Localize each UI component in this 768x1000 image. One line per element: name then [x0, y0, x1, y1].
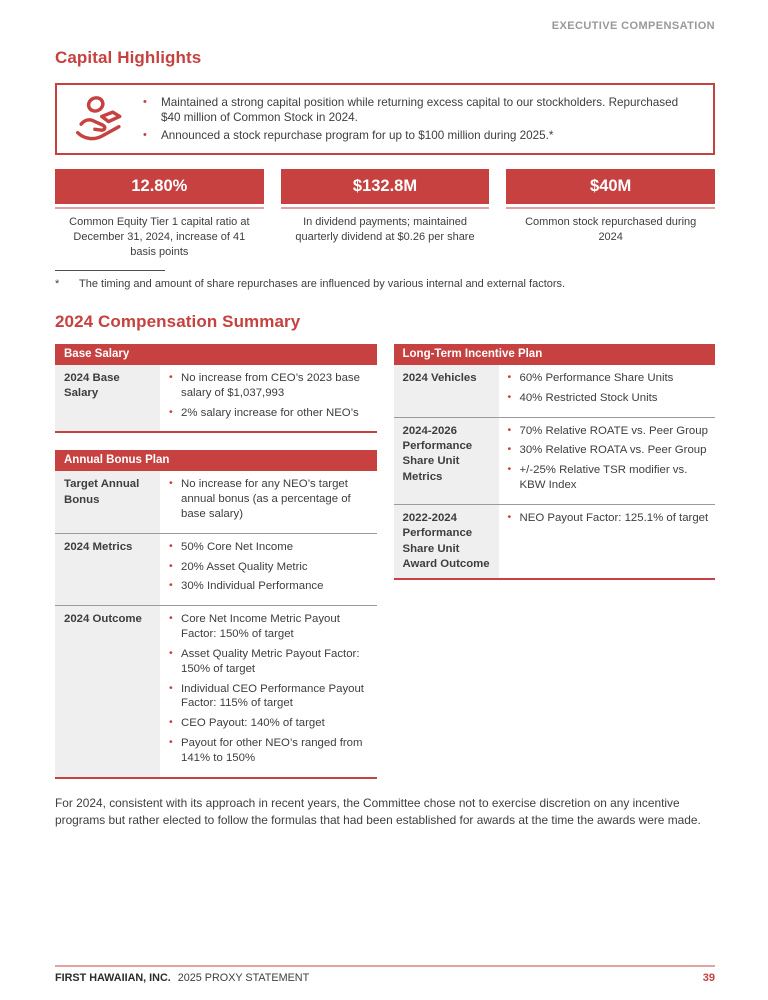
table-row	[394, 417, 716, 504]
row-bullets	[160, 471, 377, 532]
hand-holding-coin-icon	[69, 95, 131, 143]
stat-caption: Common Equity Tier 1 capital ratio at December 31, 2024, increase of 41 basis points	[69, 216, 250, 258]
stat-value: $40M	[506, 169, 715, 204]
row-bullets	[160, 365, 377, 431]
row-bullets	[160, 534, 377, 605]
footer-document: 2025 PROXY STATEMENT	[177, 972, 310, 984]
footer-source-line	[55, 972, 309, 984]
bullet-item: • 30% Relative ROATA vs. Peer Group	[507, 443, 712, 458]
stat-value: 12.80%	[55, 169, 264, 204]
bullet-item: • CEO Payout: 140% of target	[168, 716, 373, 731]
stat-card-dividends	[281, 169, 490, 260]
bullet-item: • No increase from CEO’s 2023 base salary of $1,037,993	[168, 371, 373, 401]
capital-stats-row	[55, 169, 715, 260]
table-row	[394, 504, 716, 579]
stat-underline	[506, 207, 715, 209]
stat-card-repurchase	[506, 169, 715, 260]
footnote-divider	[55, 270, 165, 271]
bullet-item: • Core Net Income Metric Payout Factor: 150% of target	[168, 612, 373, 642]
bullet-item: • Payout for other NEO’s ranged from 141% to 150%	[168, 736, 373, 766]
stat-card-cet1	[55, 169, 264, 260]
bullet-item: • 40% Restricted Stock Units	[507, 391, 712, 406]
stat-caption: In dividend payments; maintained quarterly dividend at $0.26 per share	[295, 216, 475, 244]
bullet-item: • +/-25% Relative TSR modifier vs. KBW Index	[507, 463, 712, 493]
stat-underline	[281, 207, 490, 209]
closing-paragraph: For 2024, consistent with its approach in recent years, the Committee chose not to exercise discretion on any incentive programs but rather elected to follow the formulas that had been established for awards at the time the awards were made.	[55, 795, 701, 827]
bullet-item: • 60% Performance Share Units	[507, 371, 712, 386]
bullet-item: • 30% Individual Performance	[168, 579, 373, 594]
page-footer	[55, 965, 715, 984]
summary-columns	[55, 344, 715, 779]
callout-bullet-list	[131, 93, 699, 145]
footnote	[55, 278, 715, 290]
bullet-item: • No increase for any NEO’s target annual bonus (as a percentage of base salary)	[168, 477, 373, 521]
row-label: 2024 Outcome	[55, 606, 160, 776]
table-row	[55, 471, 377, 532]
stat-caption: Common stock repurchased during 2024	[525, 216, 697, 244]
row-bullets	[499, 365, 716, 417]
compensation-summary-title: 2024 Compensation Summary	[55, 311, 301, 331]
footnote-text: The timing and amount of share repurchases are influenced by various internal and external factors.	[79, 277, 566, 290]
table-header: Annual Bonus Plan	[55, 450, 377, 471]
section-kicker: EXECUTIVE COMPENSATION	[551, 20, 715, 32]
summary-right-column	[394, 344, 716, 581]
table-row	[55, 533, 377, 605]
stat-value: $132.8M	[281, 169, 490, 204]
capital-highlights-title: Capital Highlights	[55, 48, 202, 67]
bullet-item: • 20% Asset Quality Metric	[168, 560, 373, 575]
callout-bullet: • Announced a stock repurchase program for up to $100 million during 2025.*	[131, 128, 699, 143]
row-label: 2024 Base Salary	[55, 365, 160, 431]
row-bullets	[160, 606, 377, 776]
row-bullets	[499, 418, 716, 504]
page-number: 39	[702, 972, 715, 984]
row-label: 2022-2024 Performance Share Unit Award Outcome	[394, 505, 499, 579]
table-long-term-incentive	[394, 344, 716, 581]
row-label: Target Annual Bonus	[55, 471, 160, 532]
table-header: Long-Term Incentive Plan	[394, 344, 716, 365]
footer-company: FIRST HAWAIIAN, INC.	[55, 972, 171, 984]
row-label: 2024-2026 Performance Share Unit Metrics	[394, 418, 499, 504]
bullet-item: • 2% salary increase for other NEO’s	[168, 406, 373, 421]
row-bullets	[499, 505, 716, 579]
row-label: 2024 Metrics	[55, 534, 160, 605]
bullet-item: • NEO Payout Factor: 125.1% of target	[507, 511, 712, 526]
footnote-marker: *	[55, 277, 60, 290]
bullet-item: • 70% Relative ROATE vs. Peer Group	[507, 424, 712, 439]
bullet-item: • Asset Quality Metric Payout Factor: 150% of target	[168, 647, 373, 677]
bullet-item: • Individual CEO Performance Payout Factor: 115% of target	[168, 682, 373, 712]
table-header: Base Salary	[55, 344, 377, 365]
capital-highlights-callout	[55, 83, 715, 155]
table-base-salary	[55, 344, 377, 433]
row-label: 2024 Vehicles	[394, 365, 499, 417]
callout-bullet: • Maintained a strong capital position while returning excess capital to our stockholders. Repurchased $40 million of Common Stock in 2024.	[131, 95, 699, 126]
summary-left-column	[55, 344, 377, 779]
table-row	[394, 365, 716, 417]
table-annual-bonus	[55, 450, 377, 778]
bullet-item: • 50% Core Net Income	[168, 540, 373, 555]
table-row	[55, 605, 377, 776]
stat-underline	[55, 207, 264, 209]
table-row	[55, 365, 377, 431]
